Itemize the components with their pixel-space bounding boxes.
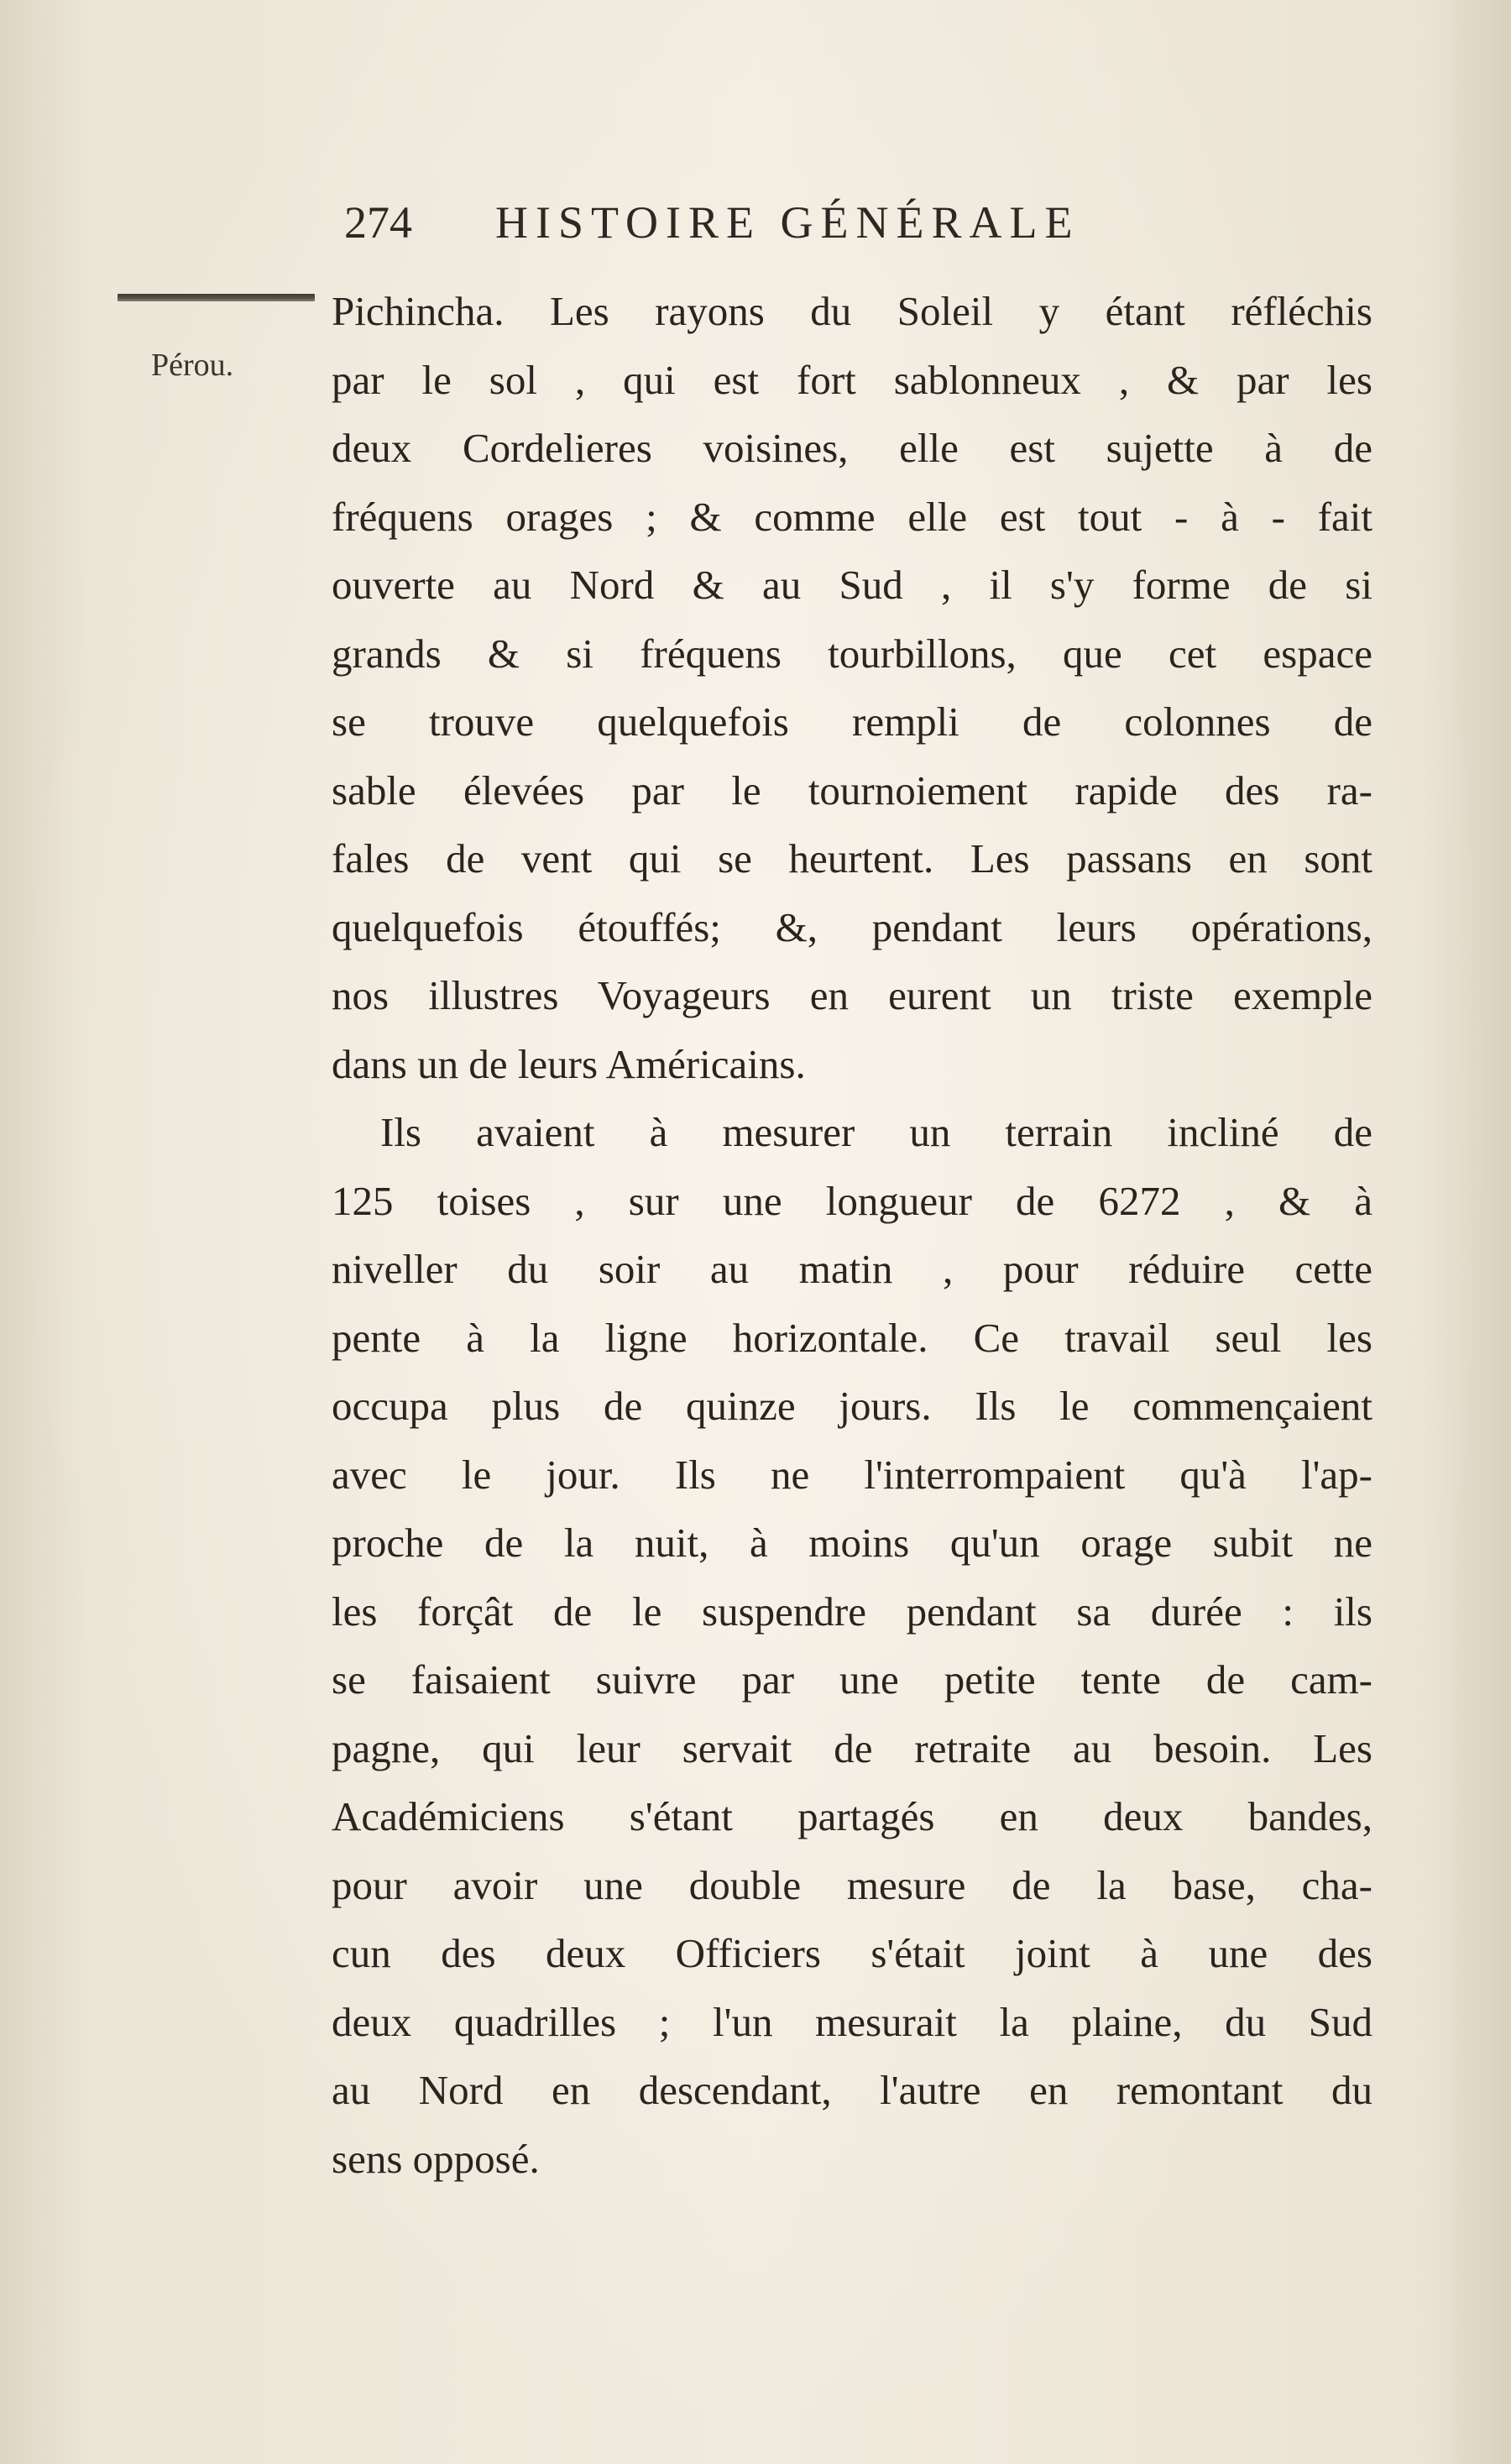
margin-note: Pérou. xyxy=(151,348,234,383)
text-line: sable élevées par le tournoiement rapide des ra- xyxy=(332,766,1372,813)
text-line: fréquens orages ; & comme elle est tout - à - fait xyxy=(332,493,1372,540)
paragraph xyxy=(332,1098,1372,2193)
page-number: 274 xyxy=(344,197,412,248)
text-line: au Nord en descendant, l'autre en remontant du xyxy=(332,2067,1372,2113)
text-line: nos illustres Voyageurs en eurent un triste exemple xyxy=(332,972,1372,1018)
text-line: Académiciens s'étant partagés en deux bandes, xyxy=(332,1793,1372,1839)
text-line: niveller du soir au matin , pour réduire cette xyxy=(332,1246,1372,1292)
page-title: HISTOIRE GÉNÉRALE xyxy=(495,197,1080,248)
text-line: avec le jour. Ils ne l'interrompaient qu'à l'ap- xyxy=(332,1451,1372,1498)
text-line: les forçât de le suspendre pendant sa durée : ils xyxy=(332,1588,1372,1635)
text-line: pente à la ligne horizontale. Ce travail seul les xyxy=(332,1314,1372,1361)
text-line: fales de vent qui se heurtent. Les passans en sont xyxy=(332,835,1372,881)
text-line: dans un de leurs Américains. xyxy=(332,1040,806,1087)
text-line: se trouve quelquefois rempli de colonnes de xyxy=(332,698,1372,745)
text-line: par le sol , qui est fort sablonneux , & par les xyxy=(332,356,1372,403)
header-rule xyxy=(118,294,315,301)
text-line: cun des deux Officiers s'était joint à une des xyxy=(332,1930,1372,1976)
body-text xyxy=(332,277,1372,2193)
text-line: occupa plus de quinze jours. Ils le commençaient xyxy=(332,1383,1372,1429)
text-line: 125 toises , sur une longueur de 6272 , & à xyxy=(332,1177,1372,1224)
text-line: ouverte au Nord & au Sud , il s'y forme de si xyxy=(332,562,1372,608)
text-line: sens opposé. xyxy=(332,2135,540,2182)
text-line: quelquefois étouffés; &, pendant leurs opérations, xyxy=(332,903,1372,950)
text-line: Pichincha. Les rayons du Soleil y étant réfléchis xyxy=(332,288,1372,334)
text-line: pagne, qui leur servait de retraite au besoin. Les xyxy=(332,1724,1372,1771)
running-head xyxy=(344,189,1234,256)
text-line: Ils avaient à mesurer un terrain incliné de xyxy=(380,1109,1372,1155)
text-line: deux quadrilles ; l'un mesurait la plaine, du Sud xyxy=(332,1998,1372,2045)
text-line: grands & si fréquens tourbillons, que cet espace xyxy=(332,630,1372,677)
text-line: se faisaient suivre par une petite tente de cam- xyxy=(332,1656,1372,1703)
paragraph xyxy=(332,277,1372,1098)
text-line: proche de la nuit, à moins qu'un orage subit ne xyxy=(332,1520,1372,1566)
text-line: deux Cordelieres voisines, elle est sujette à de xyxy=(332,425,1372,471)
text-line: pour avoir une double mesure de la base, cha- xyxy=(332,1861,1372,1908)
